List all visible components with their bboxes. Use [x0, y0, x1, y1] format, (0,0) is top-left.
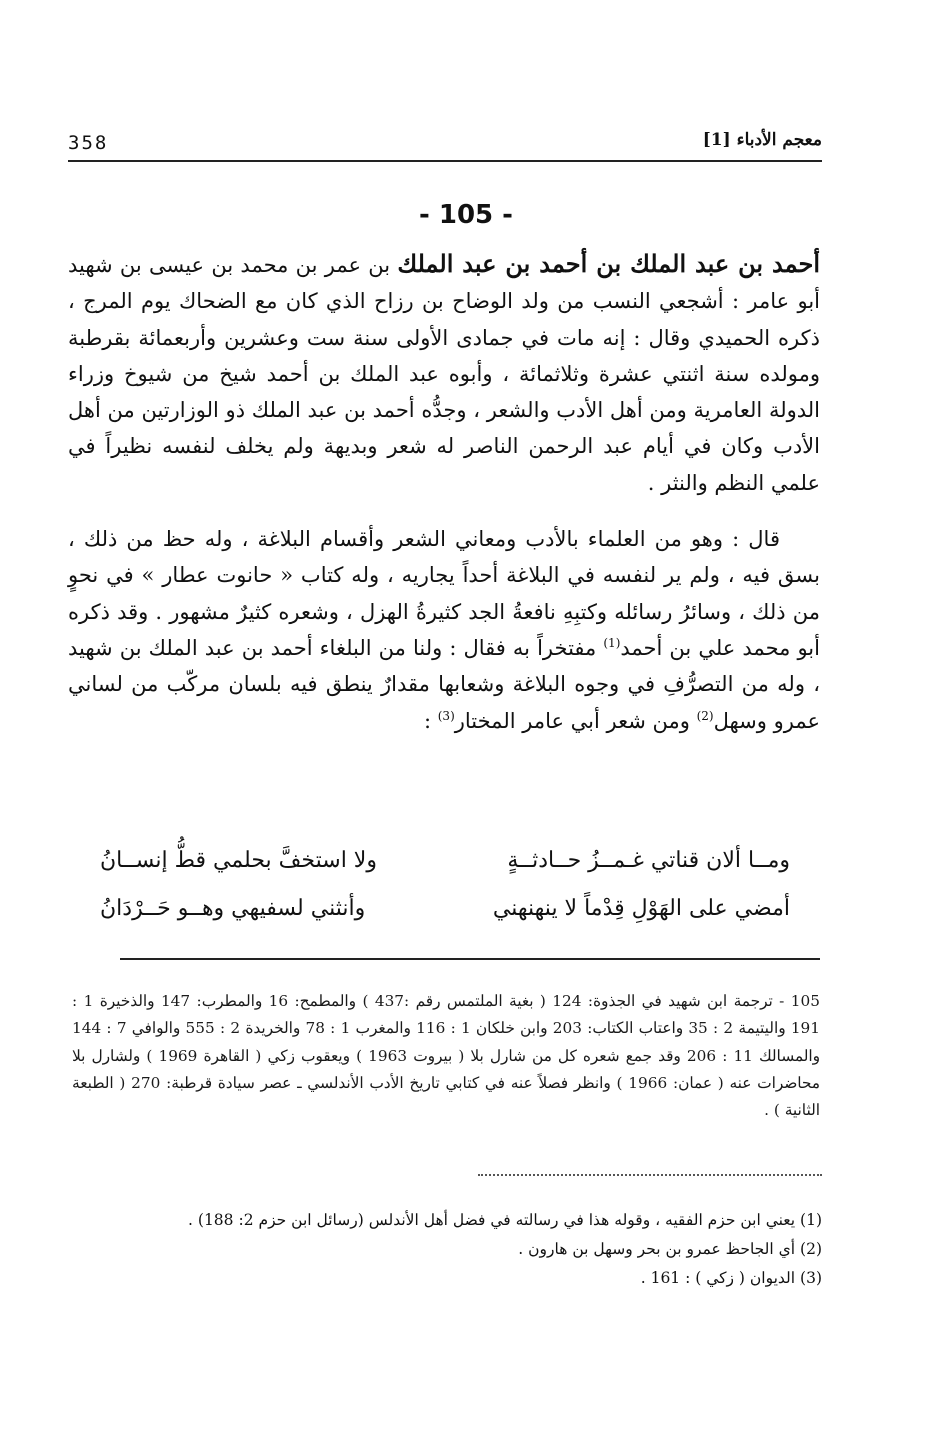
- paragraph-2-text-c: ومن شعر أبي عامر المختار: [454, 708, 697, 733]
- poem-verse: [100, 848, 790, 896]
- paragraph-2-text-a: قال : وهو من العلماء بالأدب ومعاني الشعر وأقسام البلاغة ، وله حظ من ذلك ، بسق فيه ، ولم ير لنفسه في البلاغة أحداً يجاريه ، وله كتاب « حانوت عطار » في نحوٍ من ذلك ، وسائرُ رسائله وكتبِهِ نافعةُ الجد كثيرةُ الهزل ، وشعره كثيرٌ مشهور . وقد ذكره أبو محمد علي بن أحمد: [68, 527, 820, 660]
- footnote-1: (1) يعني ابن حزم الفقيه ، وقوله هذا في رسالته في فضل أهل الأندلس (رسائل ابن حزم 2: 188) .: [188, 1211, 822, 1229]
- entry-number: - 105 -: [419, 200, 513, 230]
- footnote-ref-3[interactable]: (3): [437, 708, 455, 723]
- paragraph-2-text-b: مفتخراً به فقال : ولنا من البلغاء أحمد بن عبد الملك بن شهيد ، وله من التصرُّفِ في وجوه البلاغة وشعابها مقدارٌ ينطق فيه بلسان مركّب من لساني عمرو وسهل: [68, 635, 820, 733]
- book-title: معجم الأدباء [1]: [702, 130, 822, 150]
- verse-first-hemistich: ومــا ألان قناتي غـمــزُ حــادثــةٍ: [507, 848, 790, 873]
- footnote-2: (2) أي الجاحظ عمرو بن بحر وسهل بن هارون .: [518, 1240, 822, 1258]
- verse-first-hemistich: أمضي على الهَوْلِ قِدْماً لا ينهنهني: [492, 896, 790, 921]
- running-header: [68, 128, 822, 162]
- bibliography-note: 105 - ترجمة ابن شهيد في الجذوة: 124 ( بغية الملتمس رقم :437 ) والمطمح: 16 والمطرب: 147 والذخيرة 1 : 191 واليتيمة 2 : 35 واعتاب الكتاب: 203 وابن خلكان 1 : 116 والمغرب 1 : 78 والخريدة 2 : 555 والوافي 7 : 144 والمسالك 11 : 206 وقد جمع شعره كل من شارل بلا ( بيروت 1963 ) ويعقوب زكي ( القاهرة 1969 ) ولشارل بلا محاضرات عنه ( عمان: 1966 ) وانظر فصلاً عنه في كتابي تاريخ الأدب الأندلسي ـ عصر سيادة قرطبة: 270 ( الطبعة الثانية ) .: [72, 992, 821, 1120]
- entry-body: [68, 246, 820, 739]
- paragraph-biography: [68, 246, 820, 501]
- poem-verse: [100, 896, 790, 944]
- footnote-ref-1[interactable]: (1): [603, 635, 621, 650]
- footnote-divider: [478, 1174, 822, 1176]
- header-rule: [68, 160, 822, 162]
- entry-name: أحمد بن عبد الملك بن أحمد بن عبد الملك: [397, 249, 820, 278]
- paragraph-quote: [68, 521, 820, 739]
- footnote-ref-2[interactable]: (2): [696, 708, 714, 723]
- paragraph-1-text: بن عمر بن محمد بن عيسى بن شهيد أبو عامر : أشجعي النسب من ولد الوضاح بن رزاح الذي كان مع الضحاك يوم المرج ، ذكره الحميدي وقال : إنه مات في جمادى الأولى سنة ست وعشرين وأربعمائة بقرطبة ومولده سنة اثنتي عشرة وثلاثمائة ، وأبوه عبد الملك بن أحمد شيخ من شيوخ وزراء الدولة العامرية ومن أهل الأدب والشعر ، وجدُّه أحمد بن عبد الملك ذو الوزارتين من أهل الأدب وكان في أيام عبد الرحمن الناصر له شعر وبديهة ولم يخلف لنفسه نظيراً في علمي النظم والنثر .: [68, 253, 820, 495]
- poem: [100, 848, 790, 944]
- verse-second-hemistich: ولا استخفَّ بحلمي قطُّ إنســانُ: [100, 848, 377, 873]
- footnotes: [102, 1206, 822, 1293]
- section-divider: [120, 958, 820, 960]
- paragraph-2-text-d: :: [423, 708, 438, 733]
- footnote-3: (3) الديوان ( زكي ) : 161 .: [640, 1269, 822, 1287]
- verse-second-hemistich: وأنثني لسفيهي وهــو حَــرْدَانُ: [100, 896, 366, 921]
- page-number: 358: [68, 132, 109, 154]
